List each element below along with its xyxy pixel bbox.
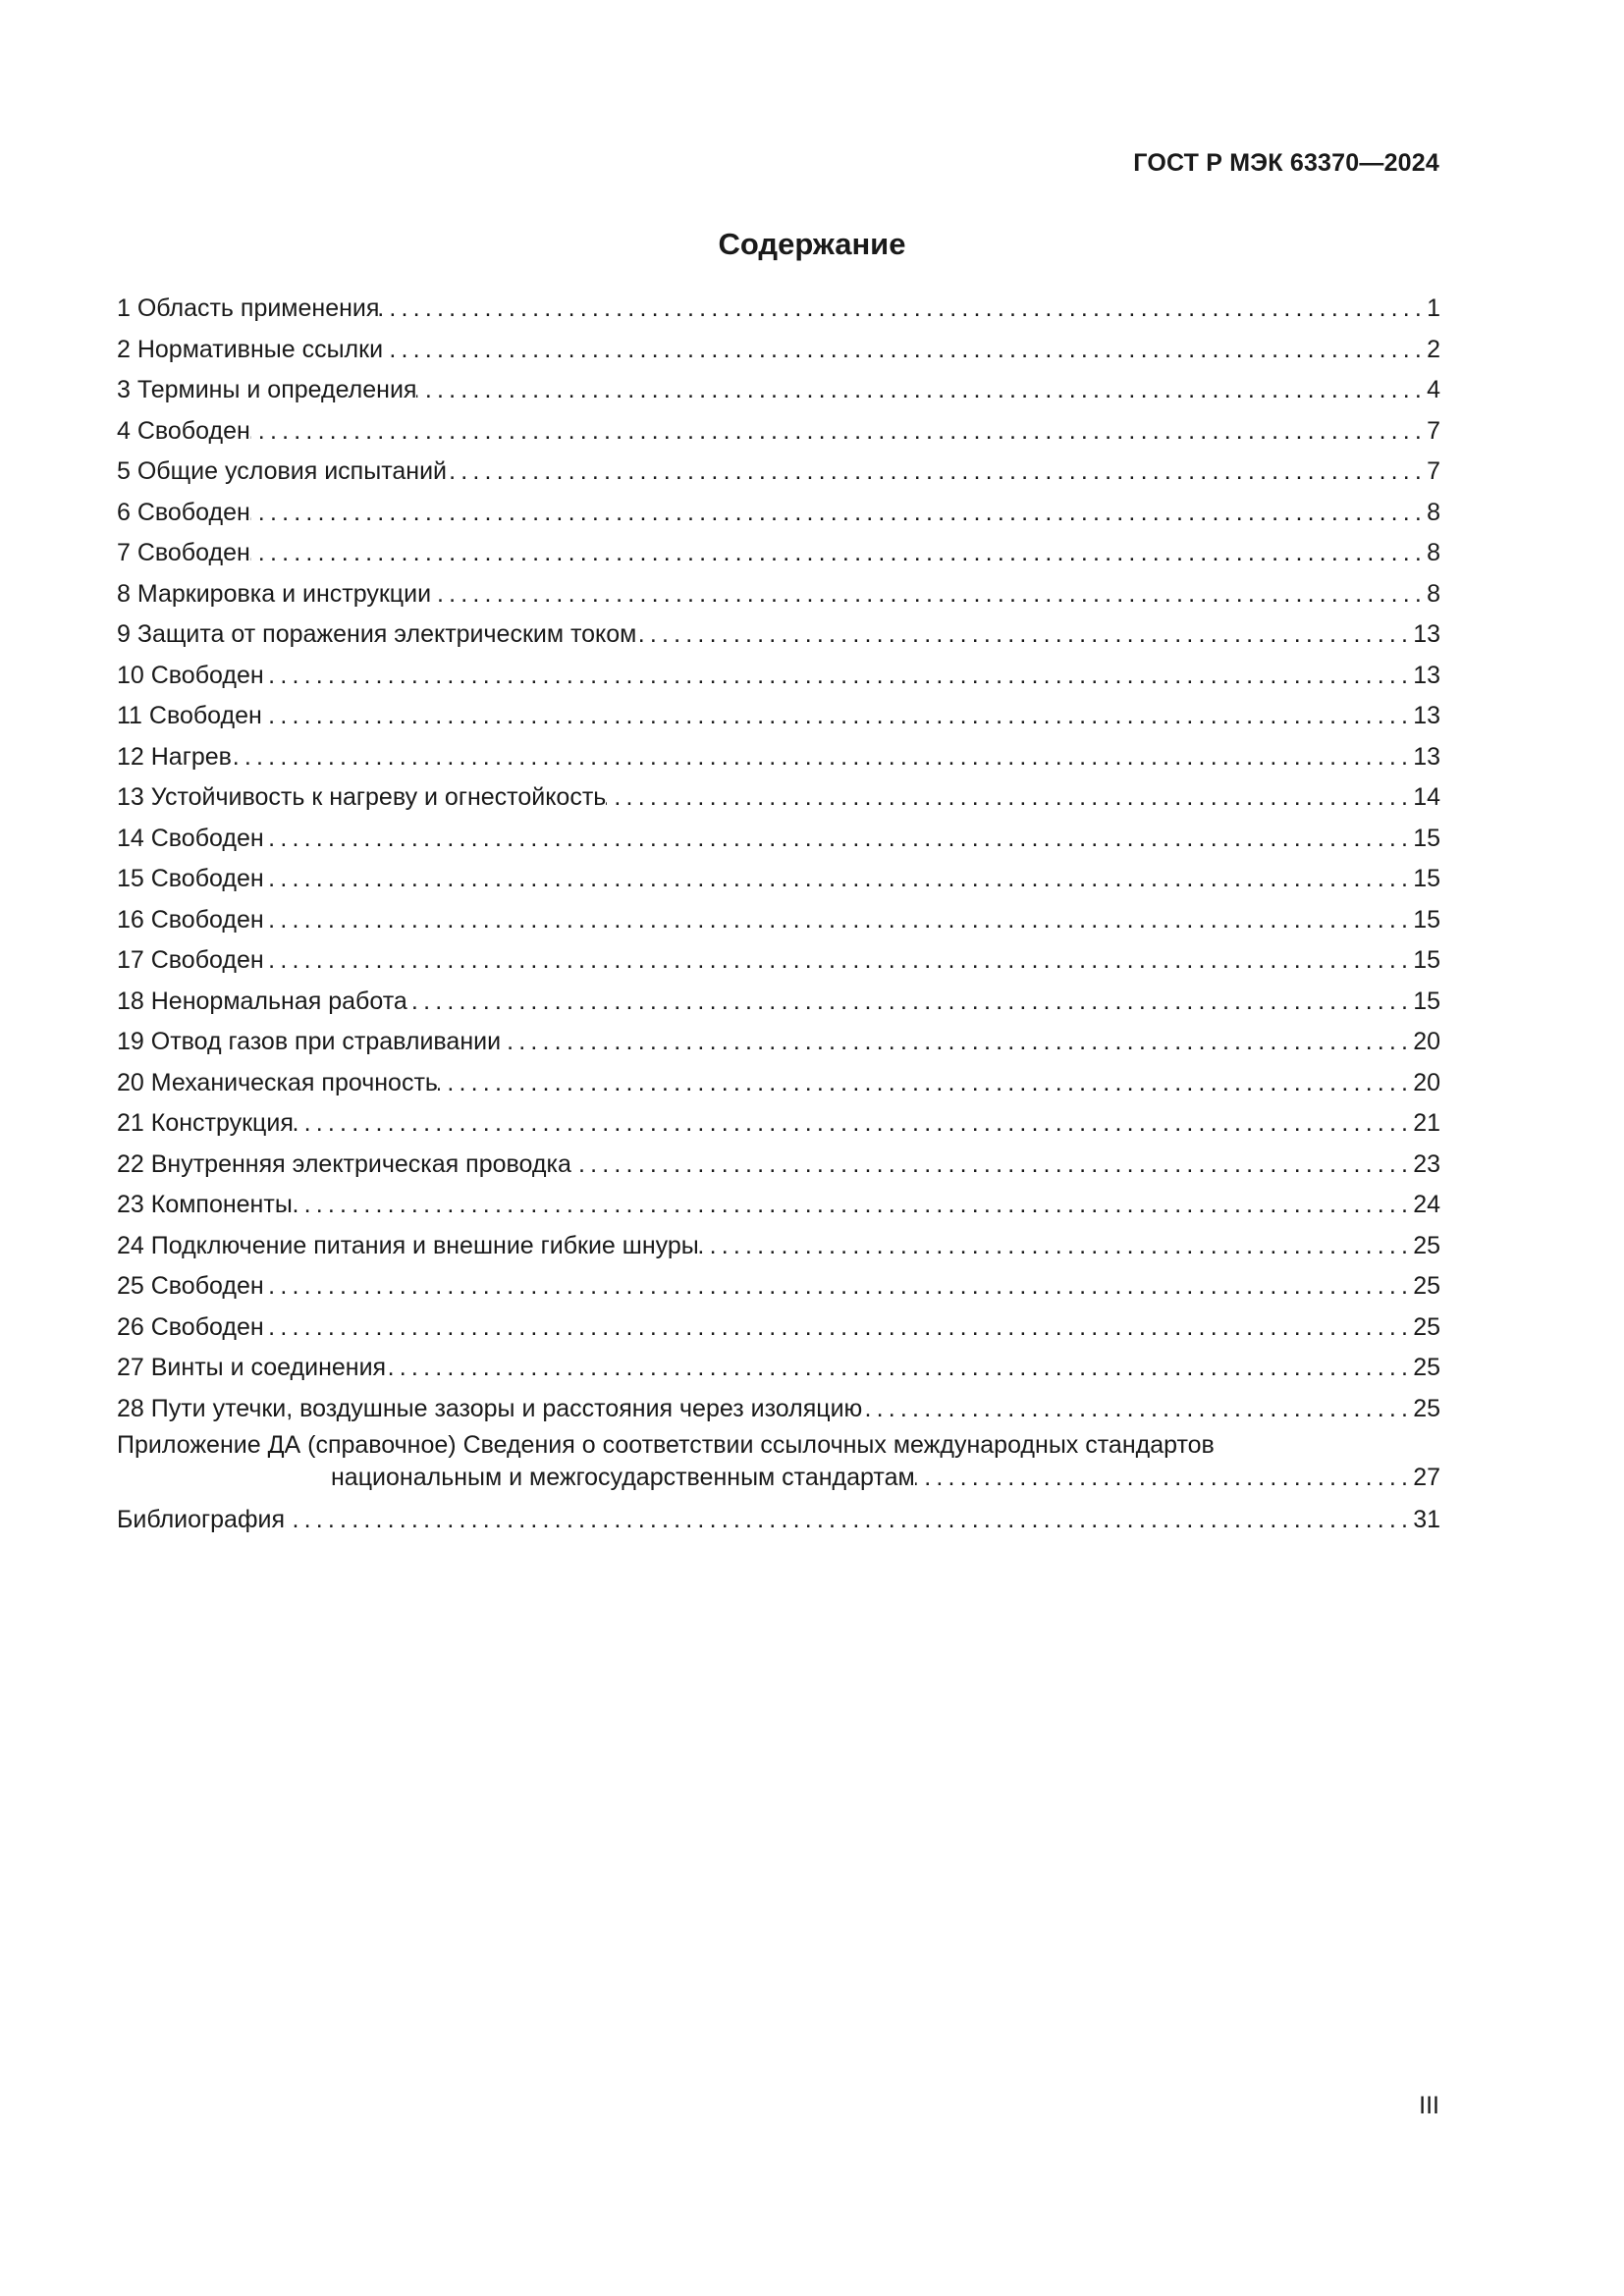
toc-entry[interactable] <box>117 1022 1440 1063</box>
dot-leader <box>379 289 1427 330</box>
dot-leader <box>699 1226 1413 1267</box>
toc-entry[interactable] <box>117 370 1440 411</box>
toc-entry-page: 21 <box>1413 1109 1440 1137</box>
dot-leader <box>264 1266 1414 1308</box>
toc-entry-label: 18 Ненормальная работа <box>117 987 407 1015</box>
toc-entry-page: 13 <box>1413 620 1440 648</box>
toc-entry[interactable] <box>117 330 1440 371</box>
dot-leader <box>438 1063 1413 1104</box>
toc-entry-label: 25 Свободен <box>117 1272 264 1300</box>
table-of-contents <box>117 289 1440 1541</box>
toc-entry[interactable] <box>117 777 1440 819</box>
toc-entry-page: 20 <box>1413 1028 1440 1055</box>
toc-entry[interactable] <box>117 1185 1440 1226</box>
dot-leader <box>862 1389 1413 1430</box>
toc-entry-page: 25 <box>1413 1354 1440 1381</box>
toc-entry-page: 15 <box>1413 946 1440 974</box>
dot-leader <box>264 656 1414 697</box>
toc-entry-label: 17 Свободен <box>117 946 264 974</box>
dot-leader <box>386 1348 1413 1389</box>
toc-entry[interactable] <box>117 900 1440 941</box>
toc-entry-label: 1 Область применения <box>117 294 380 322</box>
toc-title: Содержание <box>718 227 906 261</box>
toc-entry[interactable] <box>117 1389 1440 1430</box>
page-number: III <box>1419 2092 1439 2119</box>
toc-entry[interactable] <box>117 493 1440 534</box>
toc-entry-page: 2 <box>1427 335 1440 363</box>
toc-entry-label: 16 Свободен <box>117 905 264 934</box>
toc-entry-page: 23 <box>1413 1149 1440 1178</box>
toc-entry[interactable] <box>117 289 1440 330</box>
toc-annex-entry-continued[interactable] <box>117 1461 1440 1494</box>
toc-bibliography-entry[interactable] <box>117 1500 1440 1541</box>
dot-leader <box>636 614 1413 656</box>
toc-entry[interactable] <box>117 614 1440 656</box>
toc-entry-label: 6 Свободен <box>117 498 250 526</box>
toc-entry-label: 22 Внутренняя электрическая проводка <box>117 1149 571 1178</box>
dot-leader <box>606 777 1413 819</box>
toc-entry[interactable] <box>117 533 1440 574</box>
toc-entry-label: 11 Свободен <box>117 702 262 729</box>
toc-entry-page: 7 <box>1427 457 1440 485</box>
toc-annex-title-continued: национальным и межгосударственным стандартам <box>331 1464 915 1491</box>
dot-leader <box>250 493 1427 534</box>
toc-entry[interactable] <box>117 1266 1440 1308</box>
toc-entry-page: 4 <box>1427 376 1440 403</box>
toc-entry[interactable] <box>117 982 1440 1023</box>
toc-entry-page: 25 <box>1413 1231 1440 1259</box>
toc-entry-label: 27 Винты и соединения <box>117 1354 387 1381</box>
dot-leader <box>264 1308 1414 1349</box>
toc-entry-page: 25 <box>1413 1394 1440 1422</box>
toc-entry[interactable] <box>117 1348 1440 1389</box>
toc-entry-label: 14 Свободен <box>117 824 264 852</box>
dot-leader <box>431 574 1427 615</box>
toc-entry-page: 15 <box>1413 987 1440 1015</box>
dot-leader <box>571 1145 1413 1186</box>
dot-leader <box>447 452 1427 493</box>
dot-leader <box>232 737 1413 778</box>
dot-leader <box>407 982 1413 1023</box>
document-code: ГОСТ Р МЭК 63370—2024 <box>1133 149 1439 177</box>
toc-entry-label: 13 Устойчивость к нагреву и огнестойкость <box>117 783 607 811</box>
toc-entry-label: 12 Нагрев <box>117 742 232 771</box>
toc-entry[interactable] <box>117 1226 1440 1267</box>
toc-entry-label: 4 Свободен <box>117 416 250 445</box>
toc-entry[interactable] <box>117 656 1440 697</box>
toc-entry-label: 2 Нормативные ссылки <box>117 335 384 363</box>
toc-entry-page: 1 <box>1427 294 1440 322</box>
toc-annex-page: 27 <box>1413 1464 1440 1491</box>
dot-leader <box>250 411 1427 453</box>
toc-entry[interactable] <box>117 819 1440 860</box>
toc-entry-page: 13 <box>1413 661 1440 689</box>
toc-entry-page: 15 <box>1413 824 1440 852</box>
toc-entry[interactable] <box>117 1103 1440 1145</box>
dot-leader <box>383 330 1427 371</box>
dot-leader <box>501 1022 1413 1063</box>
dot-leader <box>293 1185 1413 1226</box>
toc-entry-page: 24 <box>1413 1191 1440 1218</box>
dot-leader <box>416 370 1427 411</box>
toc-entry-page: 8 <box>1427 498 1440 526</box>
toc-entry[interactable] <box>117 737 1440 778</box>
toc-entry-page: 14 <box>1413 783 1440 811</box>
toc-entry-label: 20 Механическая прочность <box>117 1068 438 1096</box>
toc-entry-label: 5 Общие условия испытаний <box>117 457 447 485</box>
toc-entry-label: 23 Компоненты <box>117 1191 293 1218</box>
toc-entry-label: 10 Свободен <box>117 661 264 689</box>
dot-leader <box>262 696 1413 737</box>
toc-entry[interactable] <box>117 411 1440 453</box>
toc-entry-label: 15 Свободен <box>117 865 264 892</box>
toc-entry[interactable] <box>117 1145 1440 1186</box>
toc-entry-page: 15 <box>1413 865 1440 892</box>
toc-entry[interactable] <box>117 452 1440 493</box>
toc-entry-label: 19 Отвод газов при стравливании <box>117 1028 502 1055</box>
toc-entry[interactable] <box>117 1063 1440 1104</box>
dot-leader <box>250 533 1427 574</box>
dot-leader <box>264 819 1414 860</box>
toc-entry-label: 28 Пути утечки, воздушные зазоры и расстояния через изоляцию <box>117 1394 863 1422</box>
dot-leader <box>264 940 1414 982</box>
toc-entry-page: 13 <box>1413 702 1440 729</box>
toc-entry-label: 21 Конструкция <box>117 1109 294 1137</box>
toc-entry-label: 26 Свободен <box>117 1312 264 1341</box>
toc-entry-page: 8 <box>1427 539 1440 566</box>
toc-entry[interactable] <box>117 696 1440 737</box>
toc-entry-label: 7 Свободен <box>117 539 250 566</box>
toc-entry-page: 15 <box>1413 905 1440 934</box>
toc-entry-page: 13 <box>1413 742 1440 771</box>
dot-leader <box>264 900 1414 941</box>
toc-entry-label: 3 Термины и определения <box>117 376 417 403</box>
toc-entry[interactable] <box>117 859 1440 900</box>
toc-entry-page: 8 <box>1427 579 1440 608</box>
toc-bibliography-label: Библиография <box>117 1506 286 1533</box>
toc-entry-label: 8 Маркировка и инструкции <box>117 579 432 608</box>
toc-entry[interactable] <box>117 940 1440 982</box>
dot-leader <box>264 859 1414 900</box>
dot-leader <box>294 1103 1413 1145</box>
toc-annex-entry[interactable] <box>117 1429 1440 1461</box>
dot-leader <box>285 1500 1413 1541</box>
toc-bibliography-page: 31 <box>1413 1506 1440 1533</box>
dot-leader <box>915 1461 1414 1494</box>
toc-entry-page: 20 <box>1413 1068 1440 1096</box>
toc-entry-page: 25 <box>1413 1272 1440 1300</box>
toc-annex-title: Приложение ДА (справочное) Сведения о соответствии ссылочных международных стандартов <box>117 1431 1215 1459</box>
toc-entry-label: 24 Подключение питания и внешние гибкие шнуры <box>117 1231 699 1259</box>
toc-entry[interactable] <box>117 1308 1440 1349</box>
toc-entry-page: 7 <box>1427 416 1440 445</box>
toc-entry-label: 9 Защита от поражения электрическим током <box>117 620 637 648</box>
toc-entry-page: 25 <box>1413 1312 1440 1341</box>
toc-entry[interactable] <box>117 574 1440 615</box>
